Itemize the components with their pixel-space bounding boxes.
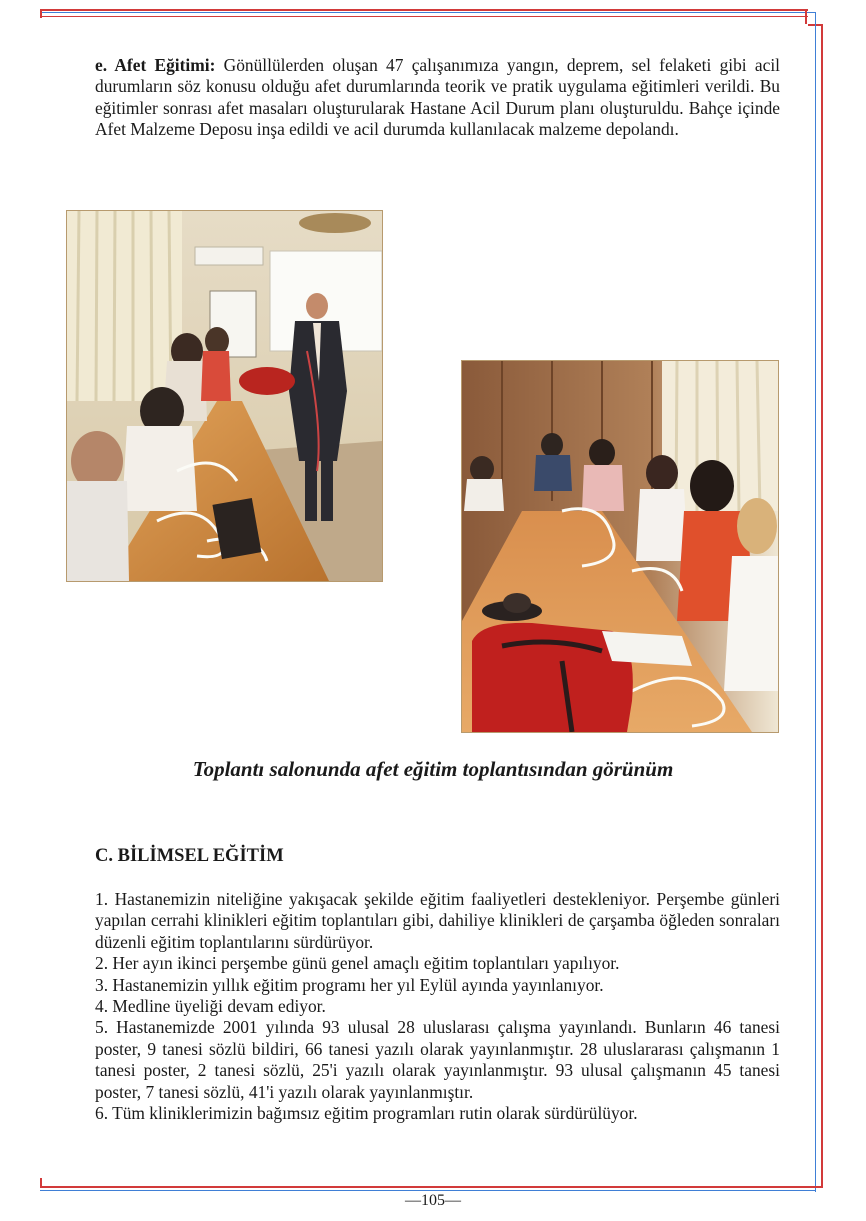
intro-heading: e. Afet Eğitimi:	[95, 55, 216, 75]
education-list	[95, 889, 780, 1124]
frame-line	[805, 9, 807, 24]
intro-text: Gönüllülerden oluşan 47 çalışanımıza yangın, deprem, sel felaketi gibi acil durumların söz konusu olduğu afet durumlarında teorik ve pratik uygulama eğitimleri verildi. Bu eğitimler sonrası afet masaları oluşturularak Hastane Acil Durum planı oluşturuldu. Bahçe içinde Afet Malzeme Deposu inşa edildi ve acil durumda kullanılacak malzeme depolandı.	[95, 55, 781, 140]
frame-line	[40, 9, 42, 18]
frame-line	[40, 1186, 823, 1188]
training-photo-left	[66, 210, 383, 582]
list-item: 4. Medline üyeliği devam ediyor.	[95, 996, 326, 1017]
frame-line	[40, 9, 808, 11]
list-item: 2. Her ayın ikinci perşembe günü genel amaçlı eğitim toplantıları yapılıyor.	[95, 953, 620, 974]
frame-line	[40, 1178, 42, 1188]
list-item: 5. Hastanemizde 2001 yılında 93 ulusal 28 uluslarası çalışma yayınlandı. Bunların 46 tanesi poster, 9 tanesi sözlü bildiri, 66 tanesi yazılı olarak yayınlanmıştır. 28 uluslararası çalışmanın 1 tanesi poster, 2 tanesi sözlü, 25'i yazılı olarak yayınlanmıştır. 93 ulusal çalışmanın 45 tanesi poster, 7 tanesi sözlü, 41'i yazılı olarak yayınlanmıştır.	[95, 1017, 780, 1102]
frame-line	[40, 12, 815, 13]
frame-line	[40, 16, 808, 17]
frame-line	[40, 1190, 816, 1191]
list-item: 3. Hastanemizin yıllık eğitim programı her yıl Eylül ayında yayınlanıyor.	[95, 974, 604, 995]
training-photo-right	[461, 360, 779, 733]
page-number: —105—	[405, 1192, 461, 1209]
frame-line	[815, 12, 816, 1192]
training-photo-left-illustration	[67, 211, 382, 581]
list-item: 6. Tüm kliniklerimizin bağımsız eğitim programları rutin olarak sürdürülüyor.	[95, 1103, 638, 1124]
list-item: 1. Hastanemizin niteliğine yakışacak şekilde eğitim faaliyetleri destekleniyor. Perşembe günleri yapılan cerrahi klinikleri eğitim toplantıları gibi, dahiliye klinikleri de çarşamba öğleden sonraları düzenli eğitim toplantılarını sürdürüyor.	[95, 889, 780, 952]
training-photo-right-illustration	[462, 361, 778, 732]
photo-caption: Toplantı salonunda afet eğitim toplantısından görünüm	[192, 757, 674, 781]
frame-line	[821, 26, 823, 1186]
intro-paragraph	[95, 55, 780, 141]
section-heading: C. BİLİMSEL EĞİTİM	[95, 846, 284, 866]
